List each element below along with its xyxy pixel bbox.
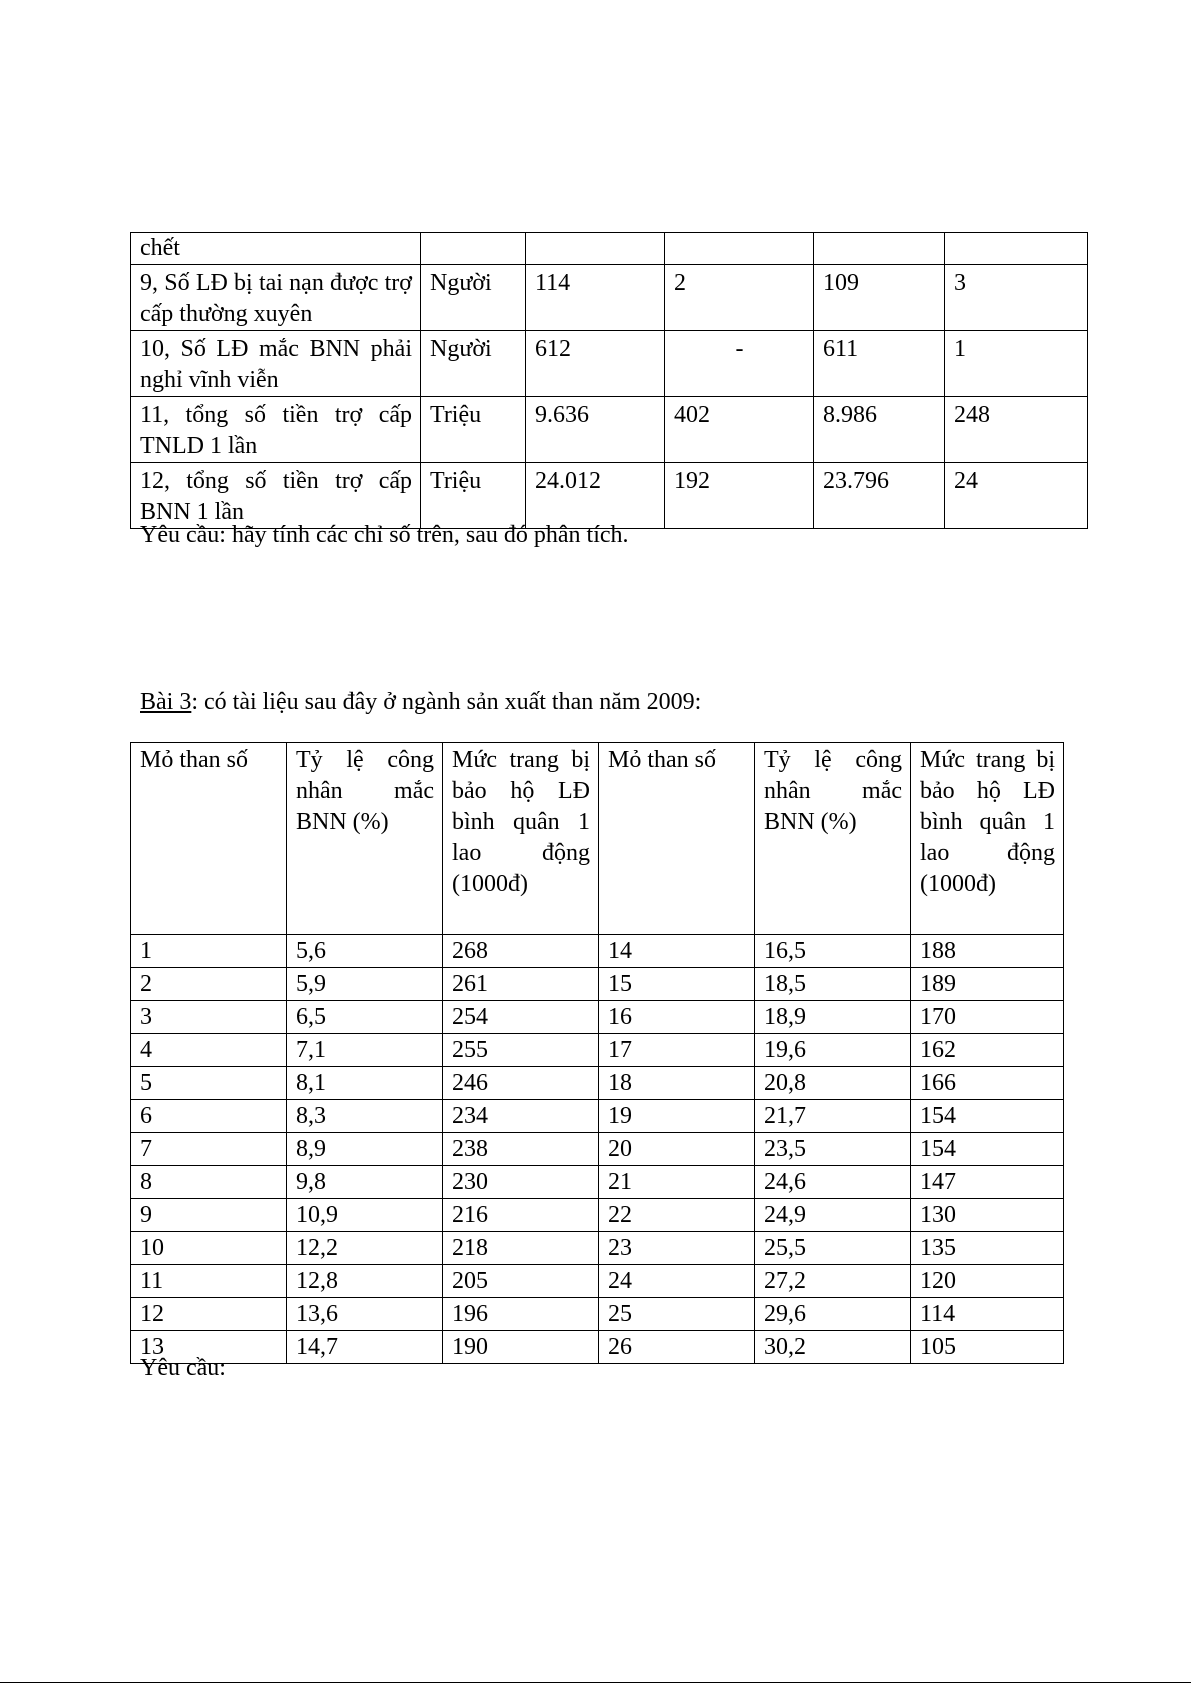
table-cell: 22 [599,1199,755,1232]
table-cell: 16,5 [755,935,911,968]
unit-cell: Người [421,331,526,397]
table-cell: 5,9 [287,968,443,1001]
value-cell: 109 [814,265,945,331]
table-cell: 19,6 [755,1034,911,1067]
table-cell: 3 [131,1001,287,1034]
table-row [131,331,1088,397]
table-cell: 8,1 [287,1067,443,1100]
table-cell: 154 [911,1133,1064,1166]
table-cell: 12,2 [287,1232,443,1265]
row-label: chết [131,233,421,265]
table-cell: 20 [599,1133,755,1166]
table-cell: 261 [443,968,599,1001]
table-cell: 6,5 [287,1001,443,1034]
value-cell: 114 [526,265,665,331]
injury-statistics-table [130,232,1088,529]
row-label: 10, Số LĐ mắc BNN phải nghỉ vĩnh viễn [131,331,421,397]
table-cell: 166 [911,1067,1064,1100]
table-cell: 2 [131,968,287,1001]
table-cell: 6 [131,1100,287,1133]
table-row [131,265,1088,331]
table-cell: 26 [599,1331,755,1364]
exercise-heading [140,687,701,718]
table-cell: 216 [443,1199,599,1232]
value-cell: 24.012 [526,463,665,529]
table-cell: 11 [131,1265,287,1298]
table-row [131,397,1088,463]
table-cell: 190 [443,1331,599,1364]
table-row [131,1232,1064,1265]
table-cell: 147 [911,1166,1064,1199]
value-cell: 9.636 [526,397,665,463]
value-cell: 23.796 [814,463,945,529]
table-cell: 30,2 [755,1331,911,1364]
row-label: 12, tổng số tiền trợ cấp BNN 1 lần [131,463,421,529]
table-cell: 15 [599,968,755,1001]
requirement-text: Yêu cầu: hãy tính các chỉ số trên, sau đó phân tích. [140,522,629,548]
exercise-description: : có tài liệu sau đây ở ngành sản xuất than năm 2009: [191,689,702,715]
unit-cell: Triệu [421,463,526,529]
table-row [131,1265,1064,1298]
table-cell: 218 [443,1232,599,1265]
value-cell: 611 [814,331,945,397]
table-cell: 196 [443,1298,599,1331]
table-cell: 13,6 [287,1298,443,1331]
table-cell: 162 [911,1034,1064,1067]
value-cell: 192 [665,463,814,529]
table-cell: 5,6 [287,935,443,968]
value-cell: - [665,331,814,397]
table-cell: 23 [599,1232,755,1265]
table-cell: 12 [131,1298,287,1331]
table-cell: 114 [911,1298,1064,1331]
table-cell: 23,5 [755,1133,911,1166]
table-cell: 268 [443,935,599,968]
column-header: Tỷ lệ công nhân mắc BNN (%) [755,743,911,935]
value-cell: 612 [526,331,665,397]
table-cell: 29,6 [755,1298,911,1331]
table-cell: 205 [443,1265,599,1298]
table-header-row [131,743,1064,935]
table-cell: 18 [599,1067,755,1100]
table-cell: 189 [911,968,1064,1001]
table-cell: 18,5 [755,968,911,1001]
column-header: Tỷ lệ công nhân mắc BNN (%) [287,743,443,935]
coal-mine-table [130,742,1064,1364]
table-cell: 170 [911,1001,1064,1034]
table-row [131,1034,1064,1067]
row-label: 9, Số LĐ bị tai nạn được trợ cấp thường xuyên [131,265,421,331]
table-cell: 230 [443,1166,599,1199]
table-cell: 254 [443,1001,599,1034]
table-row [131,1133,1064,1166]
table-row [131,233,1088,265]
table-row [131,463,1088,529]
table-row [131,1331,1064,1364]
table-cell: 21,7 [755,1100,911,1133]
table-cell: 234 [443,1100,599,1133]
unit-cell: Triệu [421,397,526,463]
unit-cell: Người [421,265,526,331]
table-cell: 9 [131,1199,287,1232]
value-cell: 248 [945,397,1088,463]
page-bottom-rule [0,1682,1191,1683]
table-cell: 9,8 [287,1166,443,1199]
value-cell: 3 [945,265,1088,331]
table-cell: 17 [599,1034,755,1067]
table-row [131,935,1064,968]
table-cell: 1 [131,935,287,968]
table-cell: 24 [599,1265,755,1298]
table-cell: 25 [599,1298,755,1331]
table-row [131,1166,1064,1199]
table-row [131,1199,1064,1232]
table-cell: 21 [599,1166,755,1199]
exercise-title: Bài 3 [140,689,192,715]
table-cell: 18,9 [755,1001,911,1034]
column-header: Mỏ than số [599,743,755,935]
table-cell: 8,3 [287,1100,443,1133]
table-cell: 154 [911,1100,1064,1133]
table-cell: 14,7 [287,1331,443,1364]
value-cell: 8.986 [814,397,945,463]
table-cell: 25,5 [755,1232,911,1265]
column-header: Mức trang bị bảo hộ LĐ bình quân 1 lao động (1000đ) [443,743,599,935]
table-row [131,1067,1064,1100]
table-cell: 10,9 [287,1199,443,1232]
table-cell: 188 [911,935,1064,968]
row-label: 11, tổng số tiền trợ cấp TNLD 1 lần [131,397,421,463]
table-cell: 19 [599,1100,755,1133]
table-cell: 24,9 [755,1199,911,1232]
table-cell: 7 [131,1133,287,1166]
table-cell: 20,8 [755,1067,911,1100]
table-cell: 27,2 [755,1265,911,1298]
value-cell: 1 [945,331,1088,397]
column-header: Mỏ than số [131,743,287,935]
requirement-text: Yêu cầu: [140,1355,226,1381]
table-cell: 7,1 [287,1034,443,1067]
table-cell: 120 [911,1265,1064,1298]
table-cell: 135 [911,1232,1064,1265]
table-cell: 8 [131,1166,287,1199]
table-cell: 5 [131,1067,287,1100]
table-cell: 105 [911,1331,1064,1364]
table-row [131,1001,1064,1034]
table-cell: 255 [443,1034,599,1067]
table-row [131,1100,1064,1133]
table-cell: 13 [131,1331,287,1364]
column-header: Mức trang bị bảo hộ LĐ bình quân 1 lao động (1000đ) [911,743,1064,935]
table-cell: 10 [131,1232,287,1265]
value-cell: 402 [665,397,814,463]
table-row [131,968,1064,1001]
table-cell: 16 [599,1001,755,1034]
table-cell: 238 [443,1133,599,1166]
table-cell: 14 [599,935,755,968]
table-cell: 8,9 [287,1133,443,1166]
table-cell: 24,6 [755,1166,911,1199]
table-cell: 130 [911,1199,1064,1232]
value-cell: 24 [945,463,1088,529]
table-row [131,1298,1064,1331]
table-cell: 4 [131,1034,287,1067]
value-cell: 2 [665,265,814,331]
table-cell: 12,8 [287,1265,443,1298]
table-cell: 246 [443,1067,599,1100]
